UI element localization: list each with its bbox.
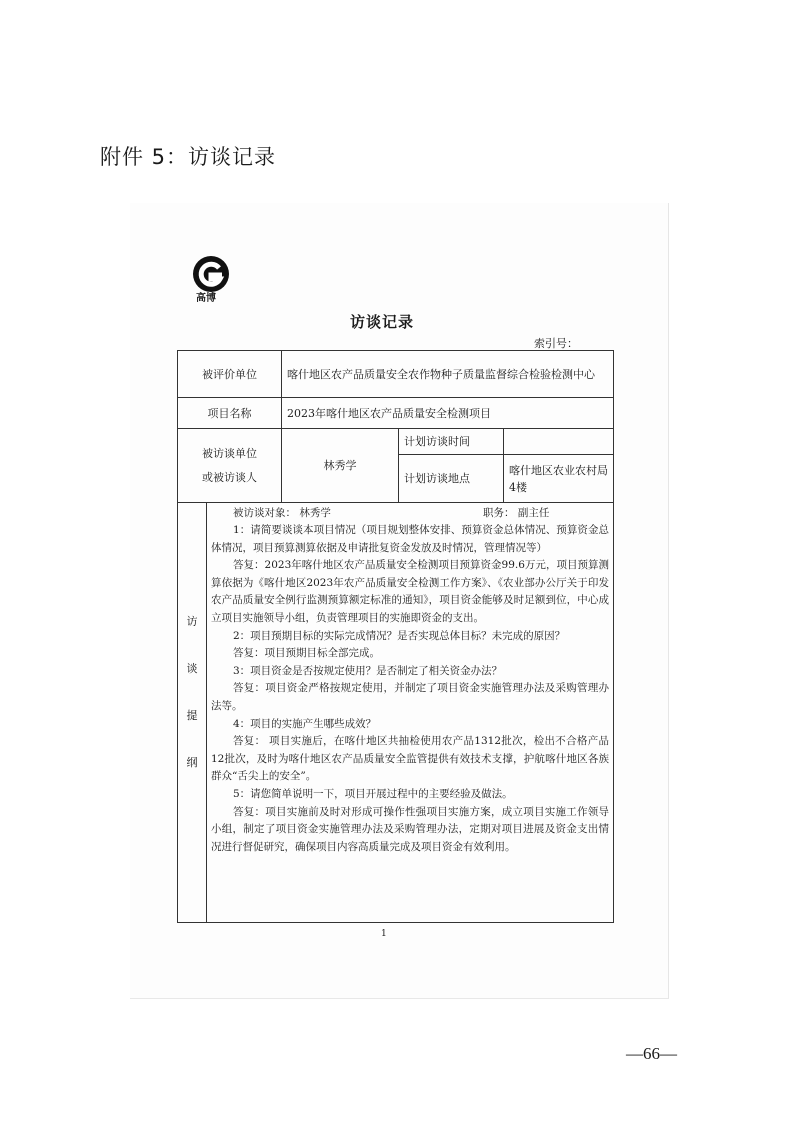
answer-4: 答复： 项目实施后，在喀什地区共抽检使用农产品1312批次，检出不合格产品12批次，及时为喀什地区农产品质量安全监管提供有效技术支撑，护航喀什地区各族群众“舌尖上的安全”。 [211,735,610,783]
question-5: 5：请您简单说明一下，项目开展过程中的主要经验及做法。 [233,787,513,800]
interview-meta [211,505,609,522]
index-number-label: 索引号： [534,337,578,350]
evaluated-unit-value: 喀什地区农产品质量安全农作物种子质量监督综合检验检测中心 [282,351,614,398]
question-2: 2：项目预期目标的实际完成情况？是否实现总体目标？未完成的原因？ [233,629,566,642]
answer-1: 答复：2023年喀什地区农产品质量安全检测项目预算资金99.6万元，项目预算测算依据为《喀什地区2023年农产品质量安全检测工作方案》、《农业部办公厅关于印发农产品质量安全例行监测预算额定标准的通知》，项目资金能够及时足额到位，中心成立项目实施领导小组，负责管理项目的实施即资金的支出。 [211,559,610,624]
planned-place-label: 计划访谈地点 [399,455,504,503]
answer-3: 答复：项目资金严格按规定使用，并制定了项目资金实施管理办法及采购管理办法等。 [211,682,610,712]
interviewee-label [178,429,282,503]
planned-time-value [504,429,614,455]
scan-page-number: 1 [381,929,387,939]
side-char-4: 纲 [186,756,198,769]
side-char-1: 访 [186,615,198,628]
answer-5: 答复：项目实施前及时对形成可操作性强项目实施方案，成立项目实施工作领导小组，制定了项目资金实施管理办法及采购管理办法，定期对项目进展及资金支出情况进行督促研究，确保项目内容高质量完成及项目资金有效利用。 [211,805,610,853]
side-char-2: 谈 [186,662,198,675]
interviewee-value: 林秀学 [282,429,399,503]
project-name-label: 项目名称 [178,398,282,429]
logo-text: 高博 [196,293,216,304]
attachment-heading: 附件 5：访谈记录 [100,145,277,169]
evaluated-unit-label: 被评价单位 [178,351,282,398]
table-row [178,429,614,455]
interview-outline-content [207,503,614,923]
interview-object: 被访谈对象： 林秀学 [233,507,331,519]
document-title: 访谈记录 [350,313,415,331]
answer-2: 答复：项目预期目标全部完成。 [233,647,380,660]
table-row [178,398,614,429]
table-row [178,503,614,923]
side-char-3: 提 [186,709,198,722]
outline-side-label [178,503,207,923]
interviewee-label-line-1: 被访谈单位 [202,446,257,460]
interviewee-position: 职务： 副主任 [483,507,550,519]
interviewee-label-line-2: 或被访谈人 [202,470,257,484]
planned-time-label: 计划访谈时间 [399,429,504,455]
project-name-value: 2023年喀什地区农产品质量安全检测项目 [282,398,614,429]
planned-place-value: 喀什地区农业农村局4楼 [504,455,614,503]
page-number: —66— [626,1044,677,1063]
interview-record-table [177,350,614,923]
question-1: 1：请简要谈谈本项目情况（项目规划整体安排、预算资金总体情况、预算资金总体情况，项目预算测算依据及申请批复资金发放及时情况，管理情况等） [211,524,610,554]
table-row [178,351,614,398]
question-4: 4：项目的实施产生哪些成效？ [233,717,377,730]
question-3: 3：项目资金是否按规定使用？是否制定了相关资金办法？ [233,664,503,677]
